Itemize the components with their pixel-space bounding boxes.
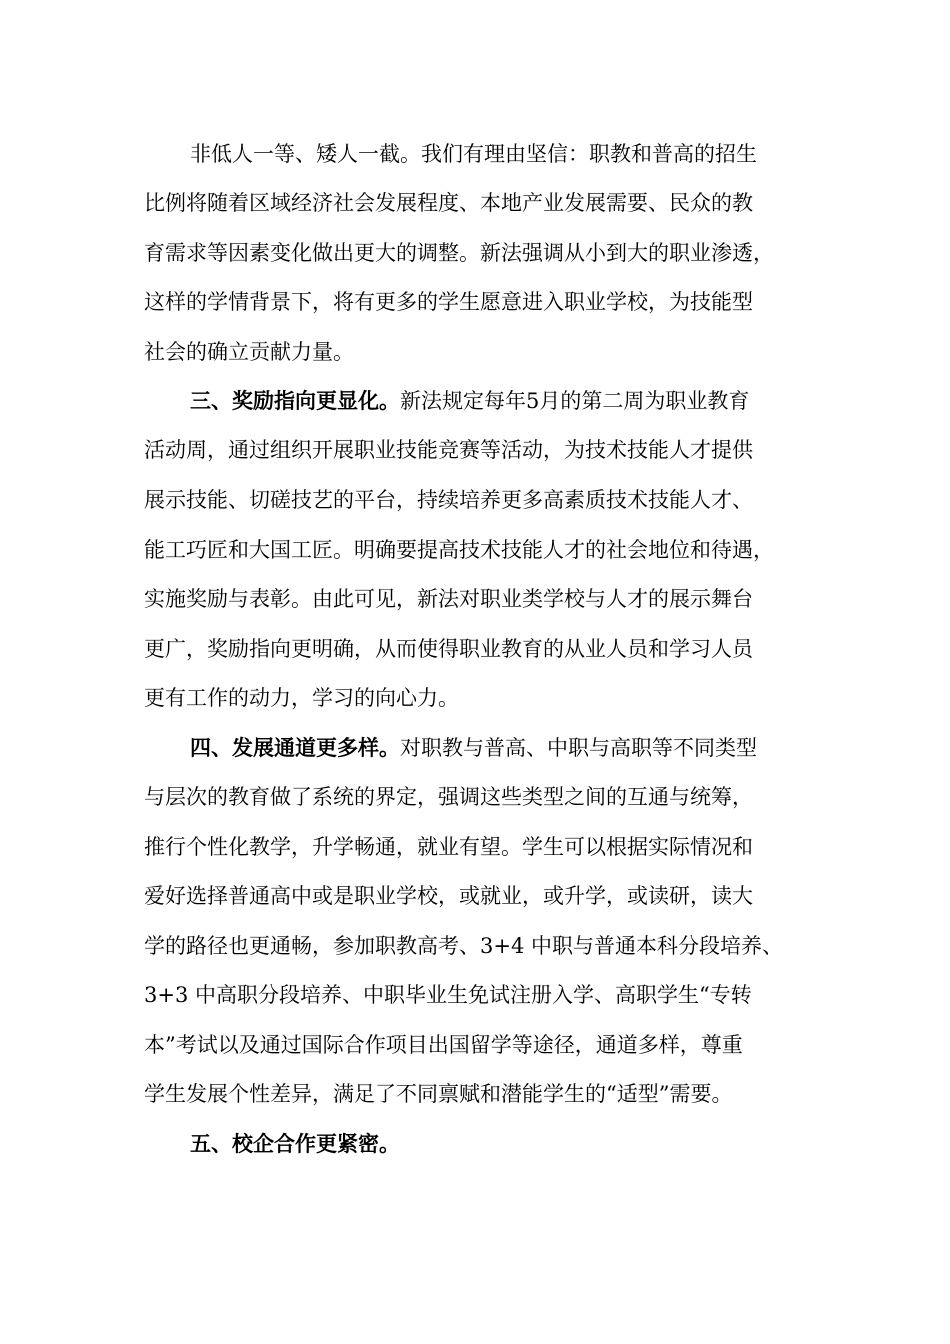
paragraph-3-line-2: 与层次的教育做了系统的界定，强调这些类型之间的互通与统筹，: [144, 785, 753, 809]
paragraph-2-line-6: 更广，奖励指向更明确，从而使得职业教育的从业人员和学习人员: [144, 637, 753, 661]
paragraph-2-line-7: 更有工作的动力，学习的向心力。: [144, 686, 459, 710]
section-heading-4: 四、发展通道更多样。: [190, 735, 400, 760]
paragraph-3-line-1: 四、发展通道更多样。对职教与普高、中职与高职等不同类型: [0, 731, 950, 765]
paragraph-2-line-4: 能工巧匠和大国工匠。明确要提高技术技能人才的社会地位和待遇，: [144, 538, 774, 562]
paragraph-1-line-3: 育需求等因素变化做出更大的调整。新法强调从小到大的职业渗透，: [144, 241, 774, 265]
paragraph-3-line-5: 学的路径也更通畅，参加职教高考、3+4 中职与普通本科分段培养、: [144, 934, 783, 958]
paragraph-2-line-1: 三、奖励指向更显化。新法规定每年5月的第二周为职业教育: [0, 384, 950, 418]
paragraph-2-line-2: 活动周，通过组织开展职业技能竞赛等活动，为技术技能人才提供: [144, 438, 753, 462]
section-heading-5: 五、校企合作更紧密。: [190, 1131, 400, 1156]
paragraph-2-line-3: 展示技能、切磋技艺的平台，持续培养更多高素质技术技能人才、: [144, 488, 753, 512]
section-heading-3: 三、奖励指向更显化。: [190, 388, 400, 413]
paragraph-1-line-2: 比例将随着区域经济社会发展程度、本地产业发展需要、民众的教: [144, 191, 753, 215]
paragraph-1-line-5: 社会的确立贡献力量。: [144, 340, 354, 364]
paragraph-3-line-8: 学生发展个性差异，满足了不同禀赋和潜能学生的“适型”需要。: [144, 1082, 733, 1106]
paragraph-3-line-4: 爱好选择普通高中或是职业学校，或就业，或升学，或读研，读大: [144, 884, 753, 908]
paragraph-4-line-1: [0, 1127, 950, 1161]
paragraph-3-line-7: 本”考试以及通过国际合作项目出国留学等途径，通道多样，尊重: [144, 1033, 743, 1057]
paragraph-3-line-3: 推行个性化教学，升学畅通，就业有望。学生可以根据实际情况和: [144, 835, 753, 859]
paragraph-1-line-4: 这样的学情背景下，将有更多的学生愿意进入职业学校，为技能型: [144, 290, 753, 314]
paragraph-1-line-1: 非低人一等、矮人一截。我们有理由坚信：职教和普高的招生: [190, 142, 757, 166]
paragraph-2-line-5: 实施奖励与表彰。由此可见，新法对职业类学校与人才的展示舞台: [144, 587, 753, 611]
paragraph-3-line-6: 3+3 中高职分段培养、中职毕业生免试注册入学、高职学生“专转: [144, 983, 752, 1007]
